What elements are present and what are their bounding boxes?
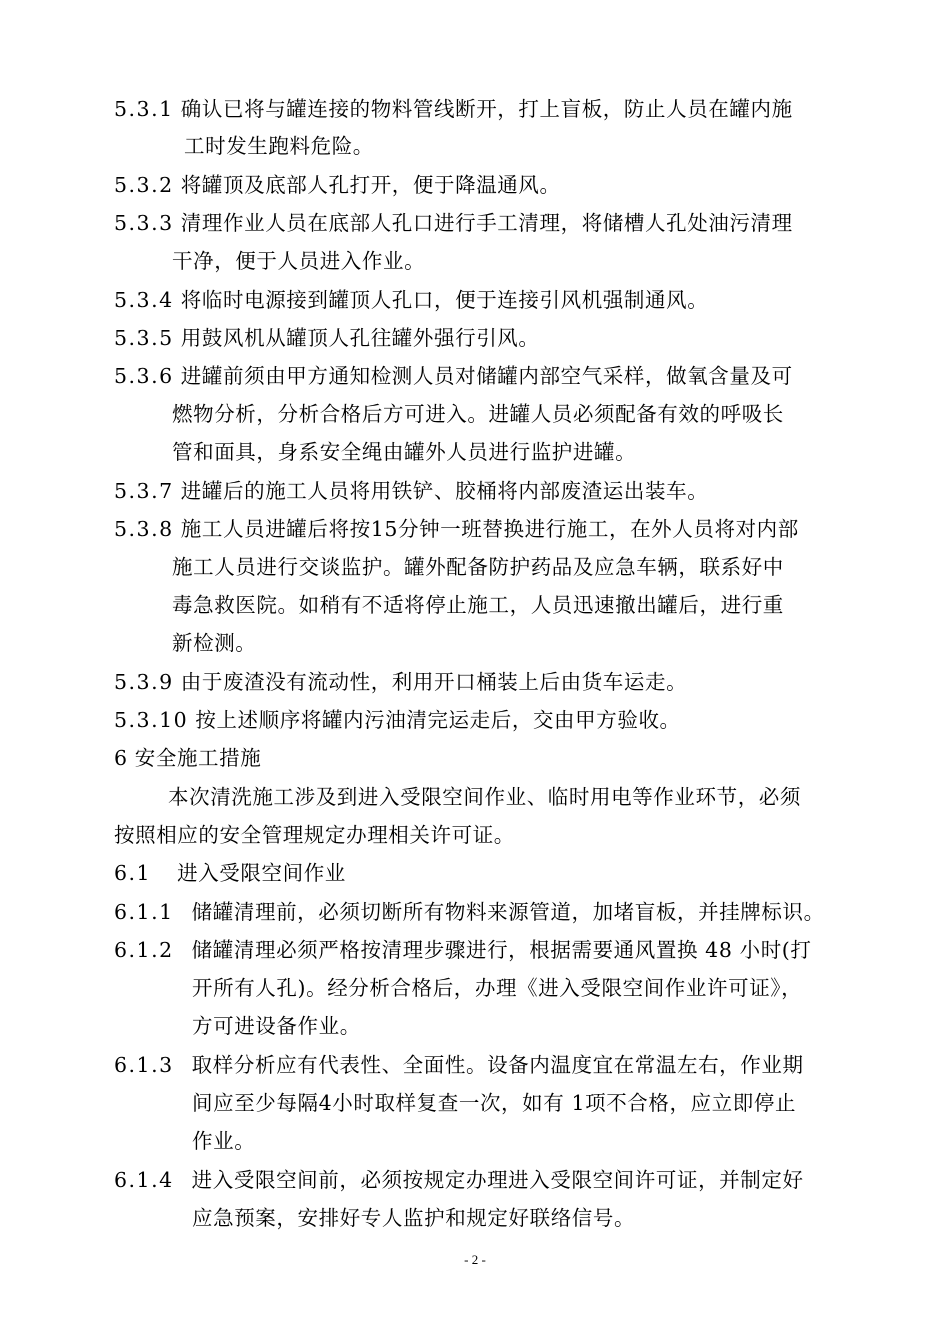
item-number: 5.3.7: [114, 479, 174, 503]
item-text-line: 管和面具，身系安全绳由罐外人员进行监护进罐。: [172, 440, 637, 464]
item-text-line: 燃物分析，分析合格后方可进入。进罐人员必须配备有效的呼吸长: [172, 402, 784, 426]
item-text-line: 储罐清理必须严格按清理步骤进行，根据需要通风置换 48 小时(打: [191, 938, 812, 962]
item-text-line: 应急预案，安排好专人监护和规定好联络信号。: [192, 1206, 636, 1230]
item-number: 5.3.3: [114, 211, 174, 235]
item-number: 6.1.1: [114, 900, 174, 924]
item-text-line: 进罐前须由甲方通知检测人员对储罐内部空气采样，做氧含量及可: [180, 364, 793, 388]
intro-text-line: 按照相应的安全管理规定办理相关许可证。: [114, 823, 515, 847]
item-text-line: 用鼓风机从罐顶人孔往罐外强行引风。: [180, 326, 540, 350]
item-text-line: 将临时电源接到罐顶人孔口，便于连接引风机强制通风。: [180, 288, 709, 312]
intro-text-line: 本次清洗施工涉及到进入受限空间作业、临时用电等作业环节，必须: [168, 785, 801, 809]
item-number: 5.3.4: [114, 288, 174, 312]
item-text-line: 方可进设备作业。: [192, 1014, 361, 1038]
item-text-line: 作业。: [192, 1129, 256, 1153]
subsection-heading: [114, 860, 346, 886]
item-number: 5.3.2: [114, 173, 174, 197]
item-text-line: 进入受限空间前，必须按规定办理进入受限空间许可证，并制定好: [191, 1168, 804, 1192]
subsection-number: 6.1: [114, 861, 152, 885]
item-text-line: 干净，便于人员进入作业。: [172, 249, 426, 273]
item-number: 6.1.4: [114, 1168, 174, 1192]
item-text-line: 施工人员进罐后将按15分钟一班替换进行施工，在外人员将对内部: [180, 517, 799, 541]
item-text-line: 间应至少每隔4小时取样复查一次，如有 1项不合格，应立即停止: [192, 1091, 797, 1115]
item-text-line: 开所有人孔)。经分析合格后，办理《进入受限空间作业许可证》，: [192, 976, 803, 1000]
page-number: - 2 -: [464, 1252, 486, 1267]
item-number: 6.1.2: [114, 938, 174, 962]
item-text-line: 按上述顺序将罐内污油清完运走后，交由甲方验收。: [195, 708, 681, 732]
item-text-line: 工时发生跑料危险。: [184, 134, 374, 158]
item-text-line: 施工人员进行交谈监护。罐外配备防护药品及应急车辆，联系好中: [172, 555, 784, 579]
item-text-line: 清理作业人员在底部人孔口进行手工清理，将储槽人孔处油污清理: [180, 211, 793, 235]
item-text-line: 取样分析应有代表性、全面性。设备内温度宜在常温左右，作业期: [191, 1053, 804, 1077]
section-heading: 6 安全施工措施: [114, 746, 262, 770]
item-number: 5.3.8: [114, 517, 174, 541]
item-text-line: 新检测。: [172, 631, 257, 655]
item-number: 5.3.9: [114, 670, 174, 694]
item-number: 5.3.10: [114, 708, 189, 732]
item-number: 5.3.5: [114, 326, 174, 350]
item-text-line: 将罐顶及底部人孔打开，便于降温通风。: [180, 173, 561, 197]
item-text-line: 毒急救医院。如稍有不适将停止施工，人员迅速撤出罐后，进行重: [172, 593, 784, 617]
subsection-title: 进入受限空间作业: [177, 861, 346, 885]
item-number: 5.3.1: [114, 97, 174, 121]
item-text-line: 确认已将与罐连接的物料管线断开，打上盲板，防止人员在罐内施: [180, 97, 793, 121]
item-text-line: 储罐清理前，必须切断所有物料来源管道，加堵盲板，并挂牌标识。: [191, 900, 825, 924]
item-number: 6.1.3: [114, 1053, 174, 1077]
item-text-line: 进罐后的施工人员将用铁铲、胶桶将内部废渣运出装车。: [180, 479, 709, 503]
item-text-line: 由于废渣没有流动性，利用开口桶装上后由货车运走。: [180, 670, 688, 694]
item-number: 5.3.6: [114, 364, 174, 388]
